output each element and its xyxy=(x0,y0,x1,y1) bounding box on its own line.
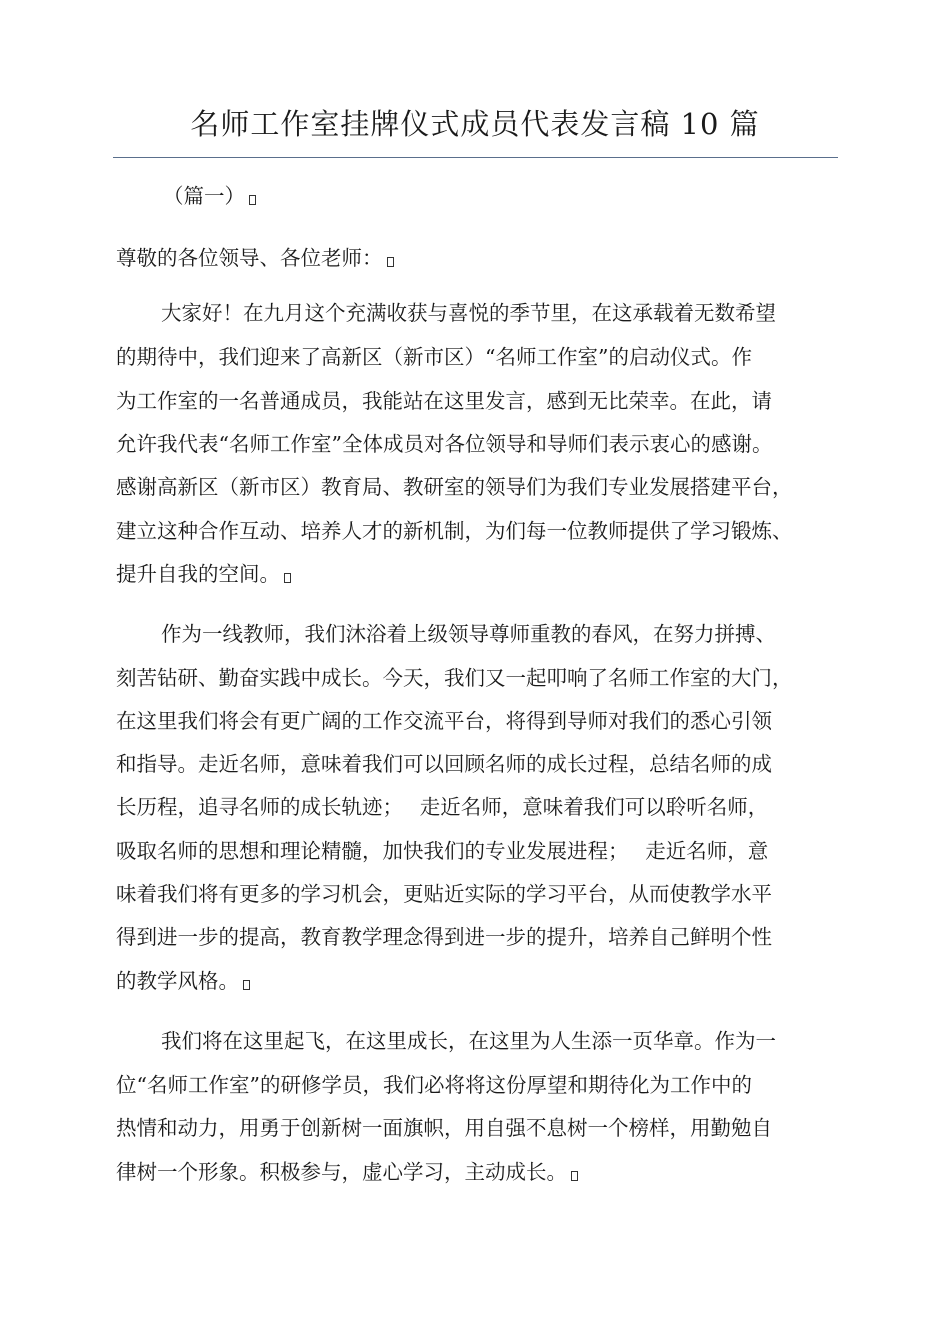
section-label-line xyxy=(163,181,256,211)
paragraph-3-line-4-text: 律树一个形象。积极参与，虚心学习，主动成长。 xyxy=(116,1160,567,1184)
paragraph-1-line-5: 感谢高新区（新市区）教育局、教研室的领导们为我们专业发展搭建平台， xyxy=(116,475,793,499)
paragraph-2-line-2: 刻苦钻研、勤奋实践中成长。今天，我们又一起叩响了名师工作室的大门， xyxy=(116,666,793,690)
paragraph-1-line-6: 建立这种合作互动、培养人才的新机制，为们每一位教师提供了学习锻炼、 xyxy=(116,519,793,543)
paragraph-2-line-3: 在这里我们将会有更广阔的工作交流平台，将得到导师对我们的悉心引领 xyxy=(116,709,772,733)
paragraph-3-line-2: 位“名师工作室”的研修学员，我们必将将这份厚望和期待化为工作中的 xyxy=(116,1073,752,1097)
paragraph-mark-icon xyxy=(284,573,291,583)
paragraph-1-line-2: 的期待中，我们迎来了高新区（新市区）“名师工作室”的启动仪式。作 xyxy=(116,345,752,369)
paragraph-1-line-7 xyxy=(116,559,291,589)
paragraph-1-line-3: 为工作室的一名普通成员，我能站在这里发言，感到无比荣幸。在此，请 xyxy=(116,389,772,413)
paragraph-mark-icon xyxy=(571,1171,578,1181)
paragraph-1-line-7-text: 提升自我的空间。 xyxy=(116,562,280,586)
paragraph-mark-icon xyxy=(387,257,394,267)
salutation: 尊敬的各位领导、各位老师： xyxy=(116,246,383,270)
paragraph-mark-icon xyxy=(249,195,256,205)
salutation-line xyxy=(116,243,394,273)
paragraph-2-line-9-text: 的教学风格。 xyxy=(116,969,239,993)
paragraph-mark-icon xyxy=(243,980,250,990)
paragraph-3-line-3: 热情和动力，用勇于创新树一面旗帜，用自强不息树一个榜样，用勤勉自 xyxy=(116,1116,772,1140)
title-divider xyxy=(113,157,838,158)
paragraph-3-line-4 xyxy=(116,1157,578,1187)
paragraph-3-line-1: 我们将在这里起飞，在这里成长，在这里为人生添一页华章。作为一 xyxy=(161,1029,776,1053)
paragraph-2-line-9 xyxy=(116,966,250,996)
paragraph-2-line-6: 吸取名师的思想和理论精髓，加快我们的专业发展进程； 走近名师，意 xyxy=(116,839,769,863)
paragraph-1-line-4: 允许我代表“名师工作室”全体成员对各位领导和导师们表示衷心的感谢。 xyxy=(116,432,773,456)
document-title: 名师工作室挂牌仪式成员代表发言稿 10 篇 xyxy=(190,107,760,141)
paragraph-1-line-1: 大家好！在九月这个充满收获与喜悦的季节里，在这承载着无数希望 xyxy=(161,301,776,325)
paragraph-2-line-8: 得到进一步的提高，教育教学理念得到进一步的提升，培养自己鲜明个性 xyxy=(116,925,772,949)
paragraph-2-line-7: 味着我们将有更多的学习机会，更贴近实际的学习平台，从而使教学水平 xyxy=(116,882,772,906)
section-label: （篇一） xyxy=(163,184,245,208)
paragraph-2-line-5: 长历程，追寻名师的成长轨迹； 走近名师，意味着我们可以聆听名师， xyxy=(116,795,769,819)
paragraph-2-line-1: 作为一线教师，我们沐浴着上级领导尊师重教的春风，在努力拼搏、 xyxy=(161,622,776,646)
paragraph-2-line-4: 和指导。走近名师，意味着我们可以回顾名师的成长过程，总结名师的成 xyxy=(116,752,772,776)
